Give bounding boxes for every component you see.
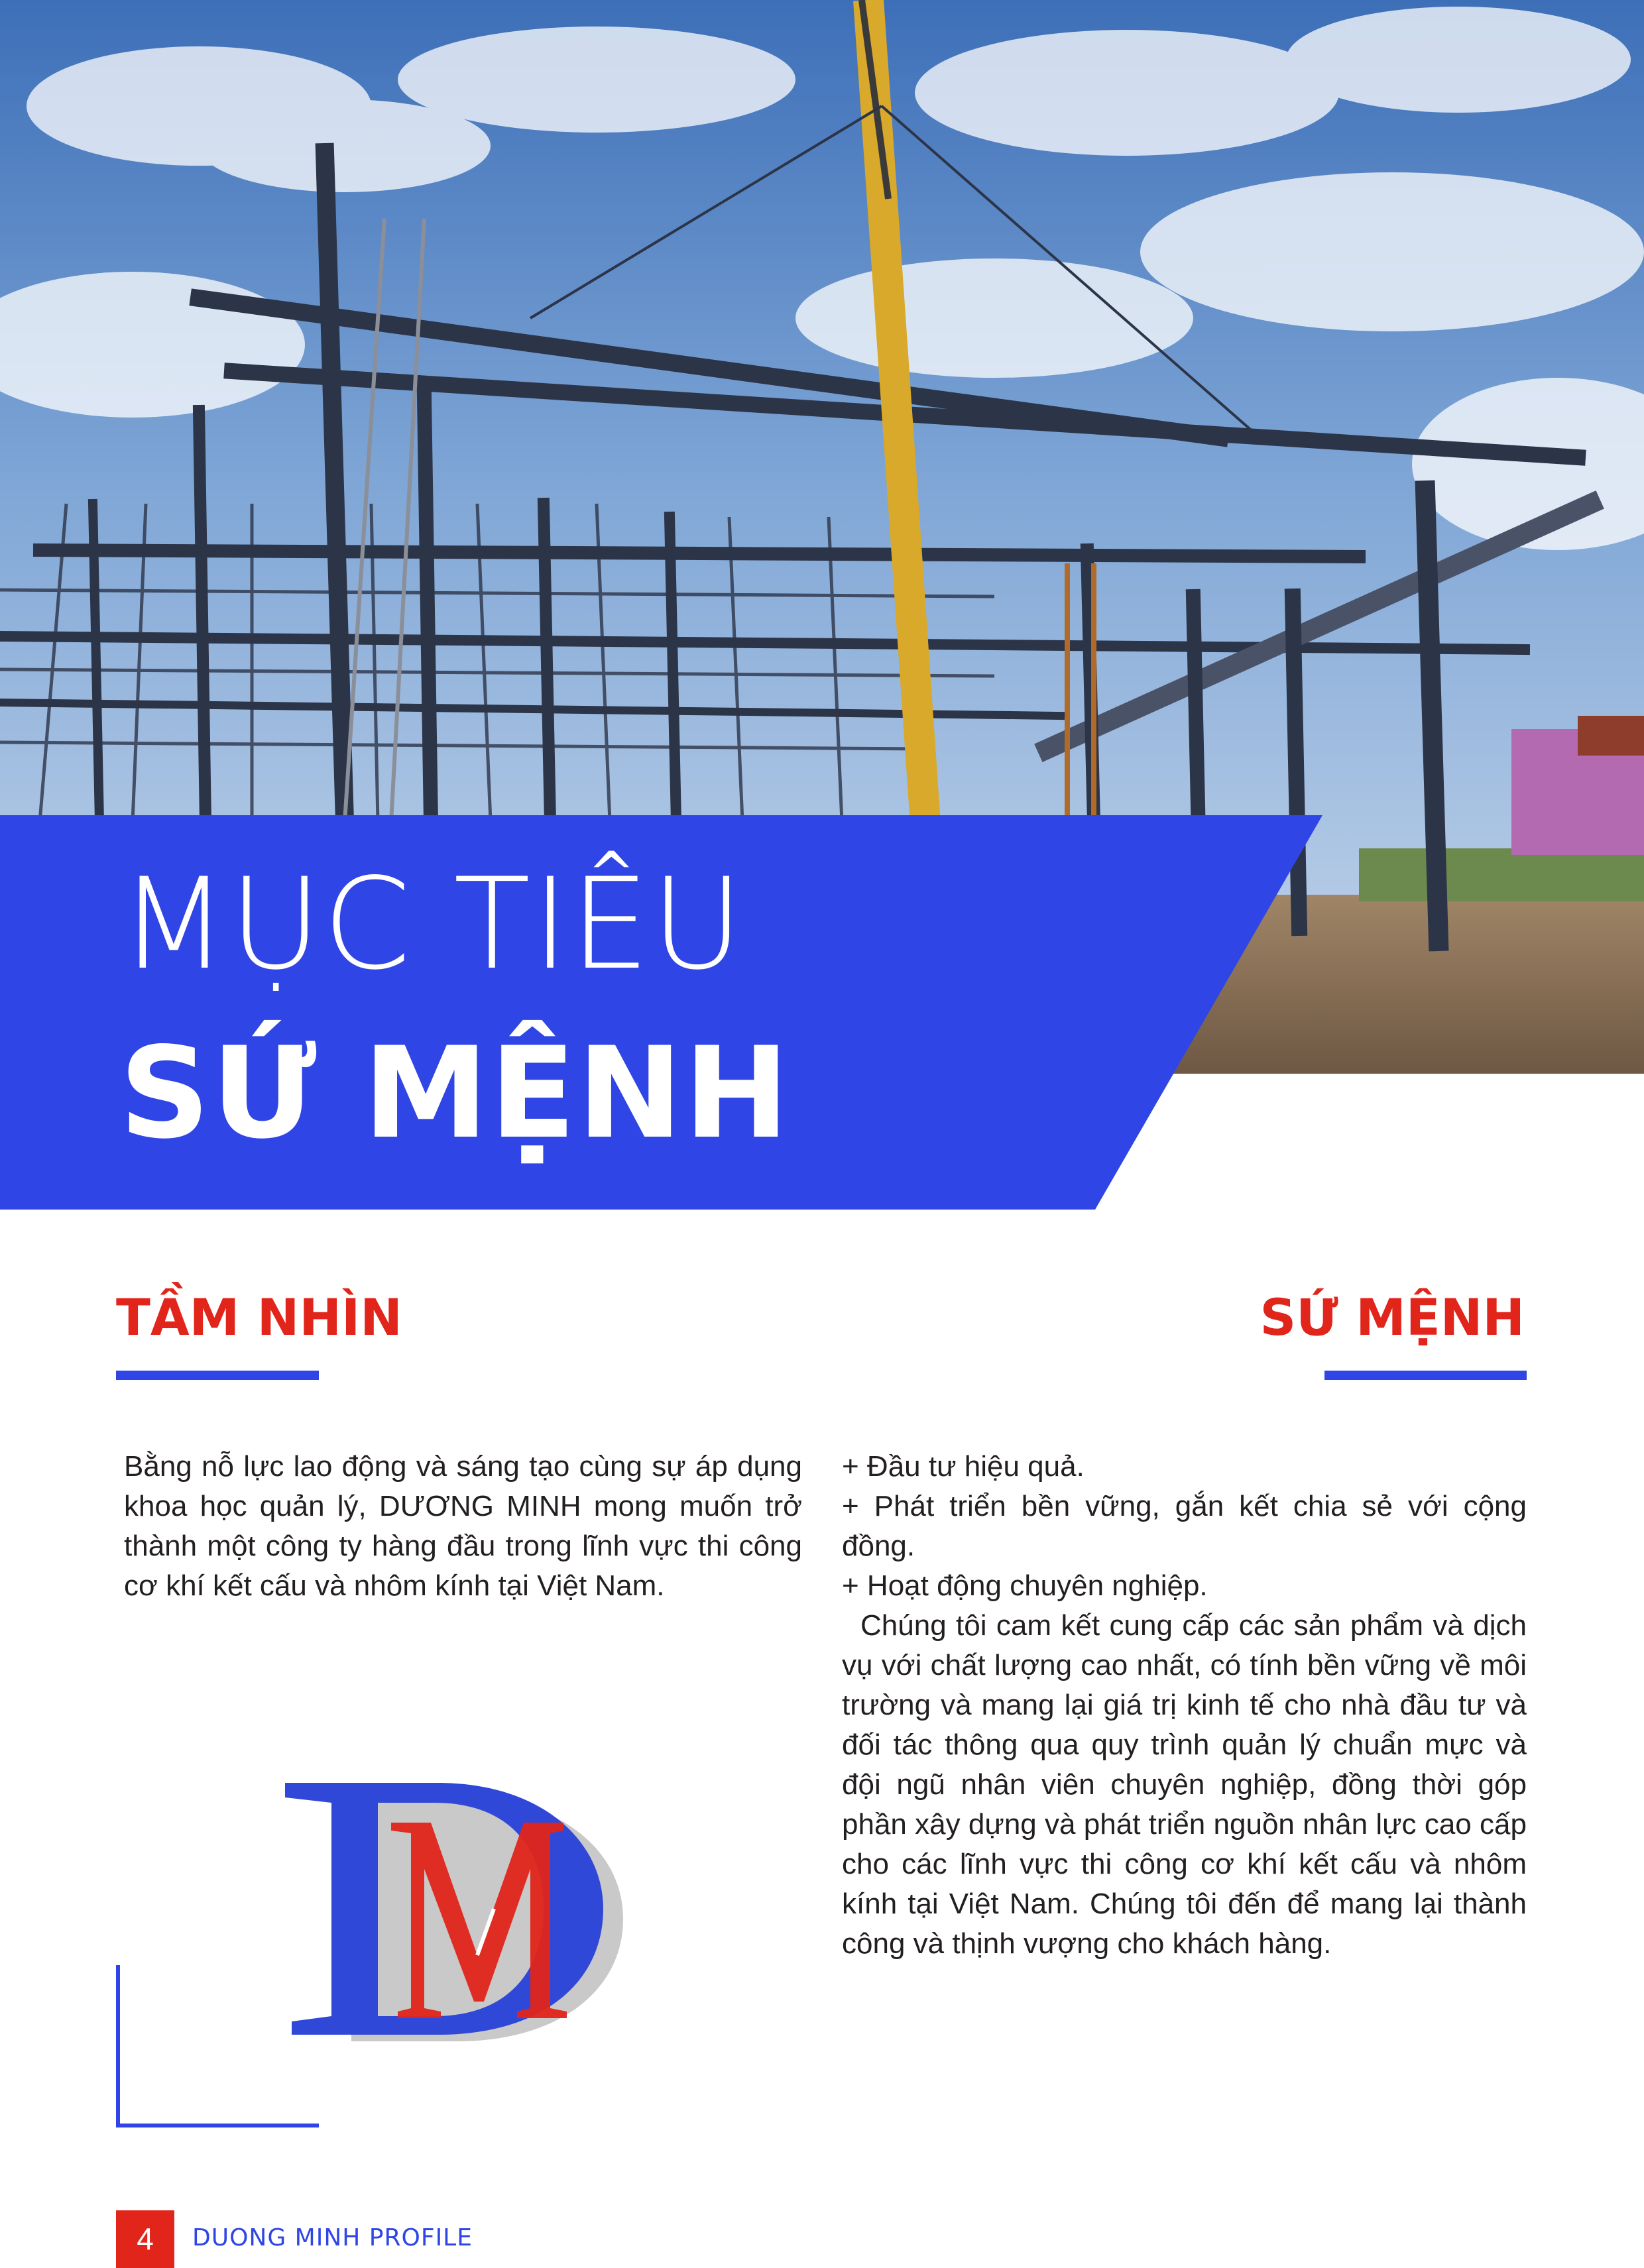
mission-bullet-3: + Hoạt động chuyên nghiệp. [842, 1569, 1208, 1602]
vision-paragraph: Bằng nỗ lực lao động và sáng tạo cùng sự áp dụng khoa học quản lý, DƯƠNG MINH mong muốn trở thành một công ty hàng đầu trong lĩnh vực thi công cơ khí kết cấu và nhôm kính tại Việt Nam. [124, 1450, 802, 1602]
mission-bullet-2: + Phát triển bền vững, gắn kết chia sẻ với cộng đồng. [842, 1490, 1527, 1562]
mission-text-block [842, 1447, 1527, 1964]
vision-heading: TẦM NHÌN [116, 1288, 402, 1347]
vision-text-block [124, 1447, 802, 1606]
mission-paragraph: Chúng tôi cam kết cung cấp các sản phẩm và dịch vụ với chất lượng cao nhất, có tính bền vững về môi trường và mang lại giá trị kinh tế cho nhà đầu tư và đối tác thông qua quy trình quản lý chuẩn mực và đội ngũ nhân viên chuyên nghiệp, đồng thời góp phần xây dựng và phát triển nguồn nhân lực cao cấp cho các lĩnh vực thi công cơ khí kết cấu và nhôm kính tại Việt Nam. Chúng tôi đến để mang lại thành công và thịnh vượng cho khách hàng. [842, 1609, 1527, 1960]
mission-bullet-1: + Đầu tư hiệu quả. [842, 1450, 1085, 1483]
mission-heading: SỨ MỆNH [1260, 1288, 1525, 1347]
page-number: 4 [116, 2210, 174, 2268]
page-title-line2: SỨ MỆNH [119, 1020, 791, 1166]
vision-heading-rule [116, 1371, 319, 1380]
mission-heading-rule [1324, 1371, 1527, 1380]
corner-bracket-horizontal [116, 2124, 319, 2127]
page-title-line1: MỤC TIÊU [119, 851, 745, 997]
footer-label: DUONG MINH PROFILE [192, 2224, 473, 2251]
corner-bracket-vertical [116, 1965, 120, 2127]
dm-logo [278, 1756, 636, 2068]
